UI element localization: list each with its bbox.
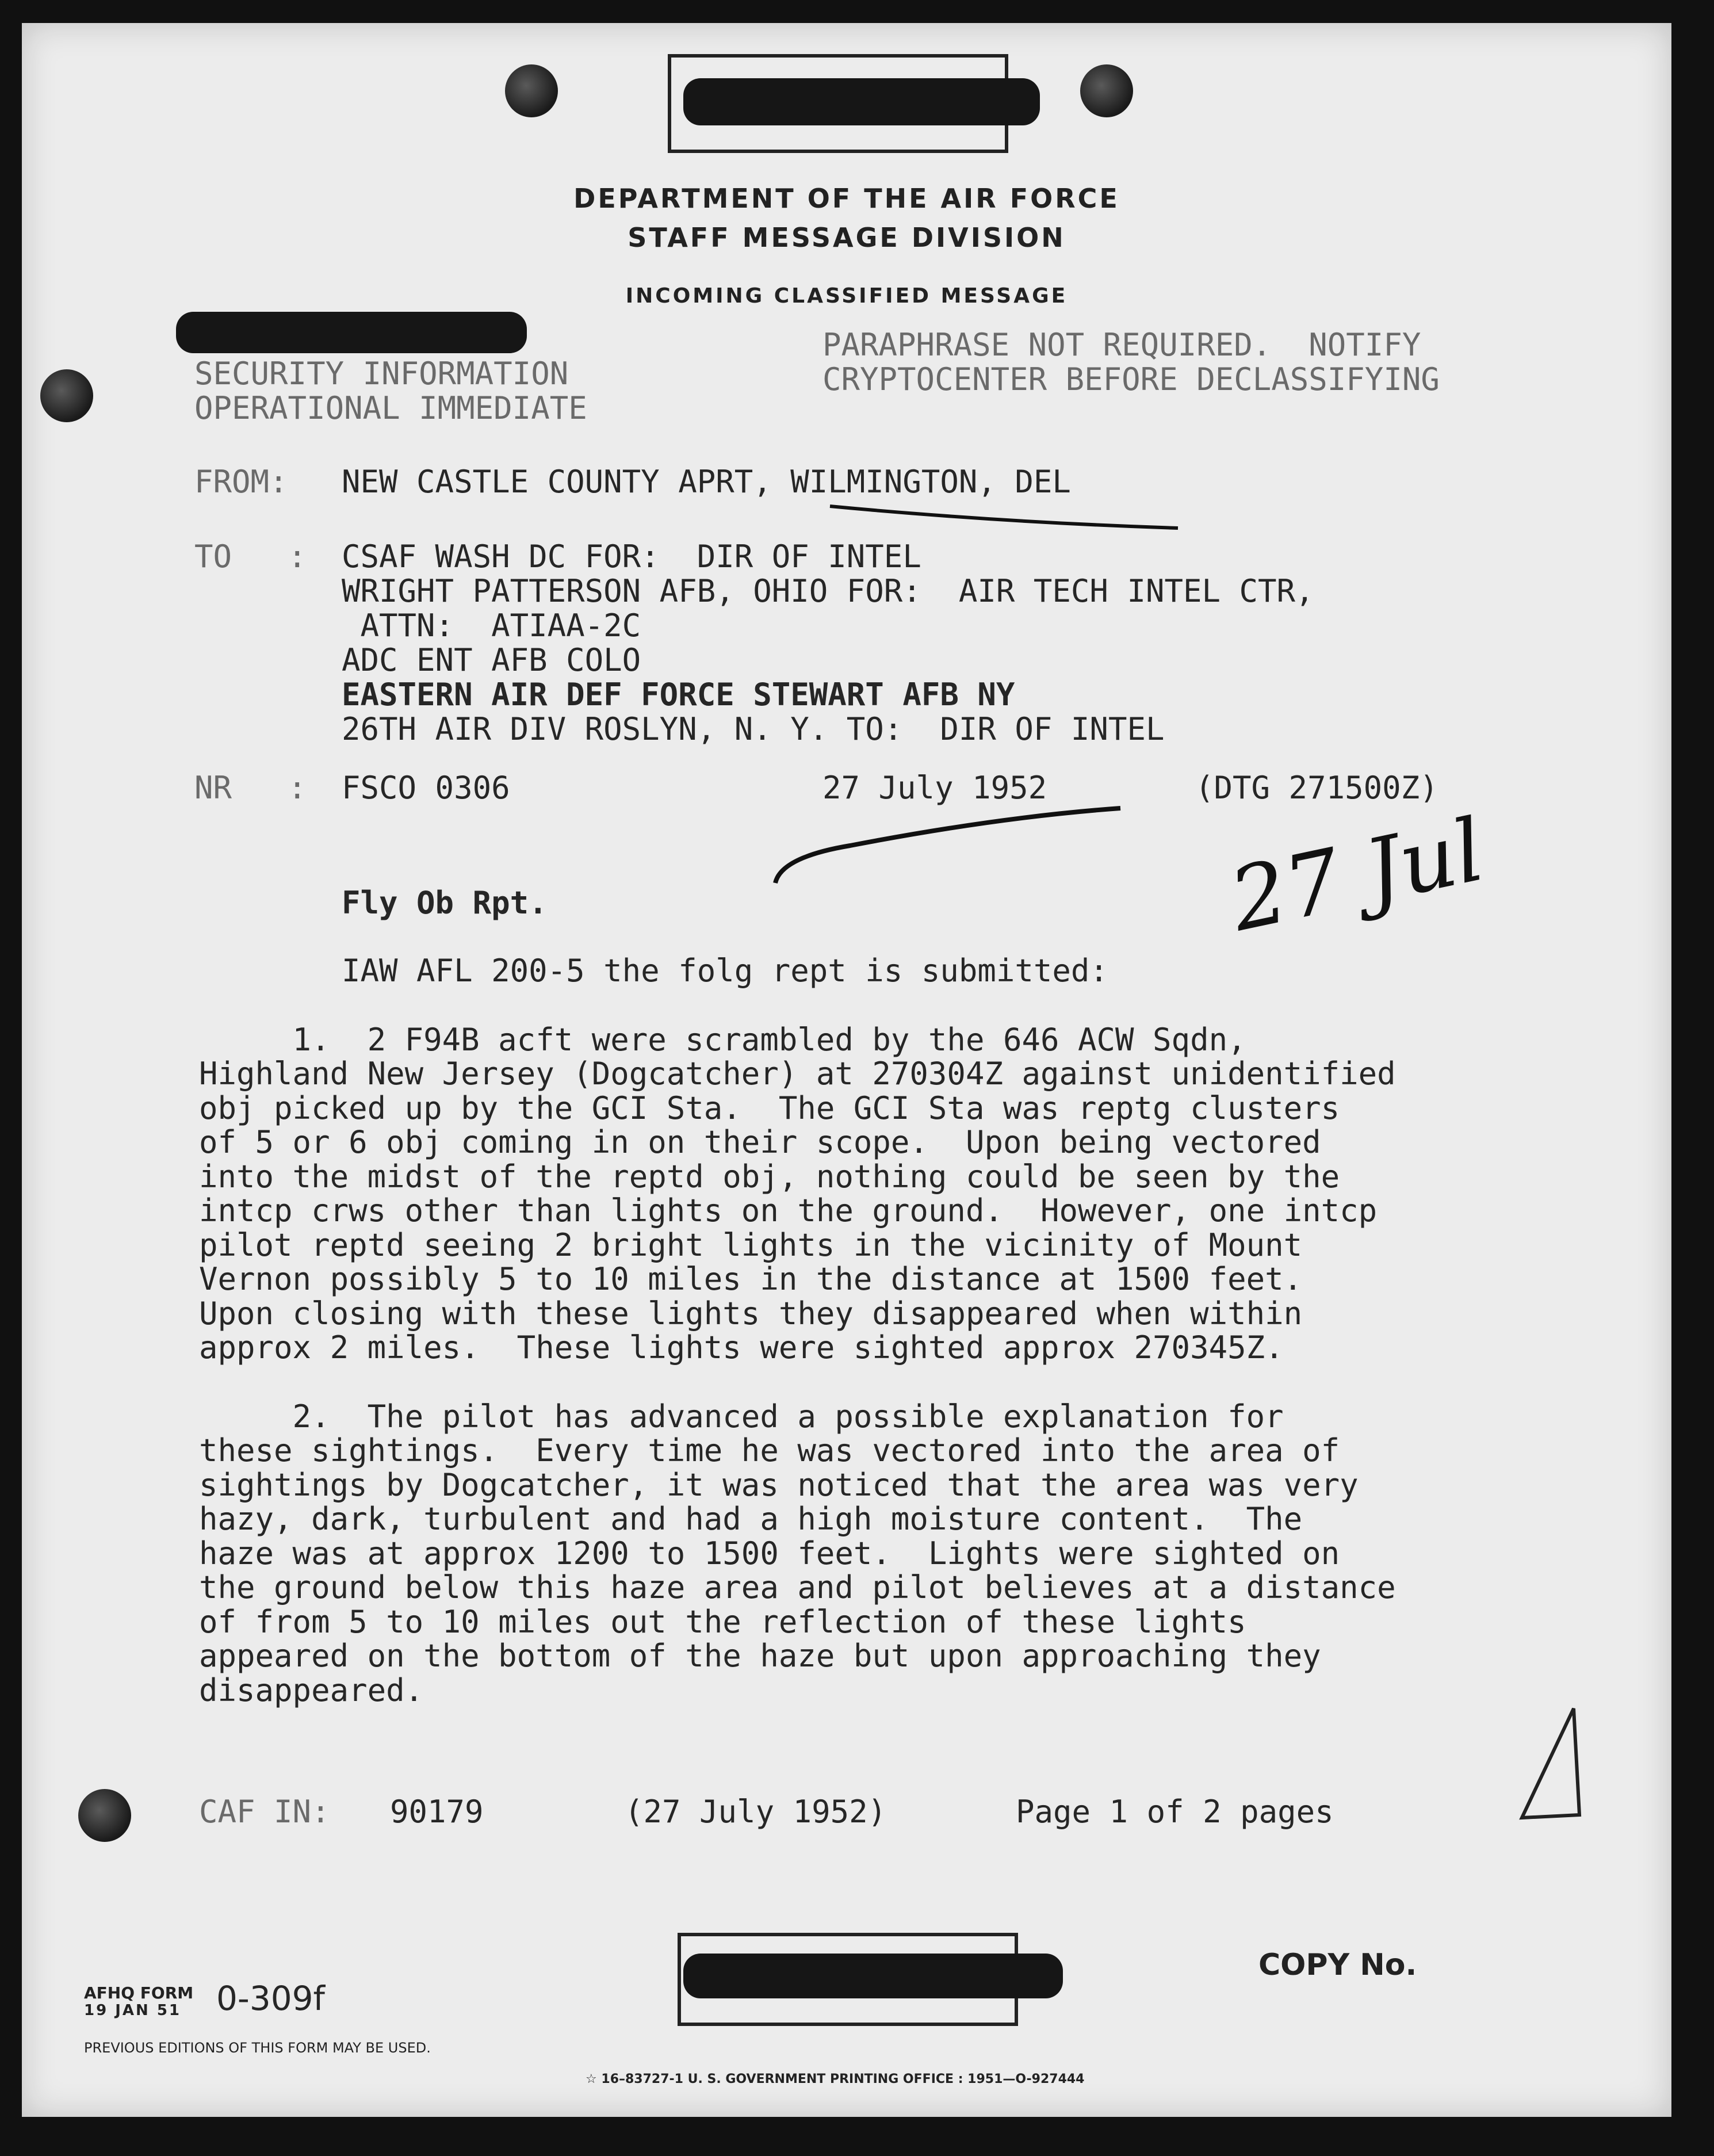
from-value: NEW CASTLE COUNTY APRT, WILMINGTON, DEL [342,464,1071,500]
nr-value: FSCO 0306 [342,770,510,806]
punch-hole [1080,64,1133,117]
punch-hole [40,369,93,422]
to-line: WRIGHT PATTERSON AFB, OHIO FOR: AIR TECH INTEL CTR, [342,573,1314,609]
underline-mark [827,499,1184,534]
message-type: INCOMING CLASSIFIED MESSAGE [625,284,1068,308]
page-info: Page 1 of 2 pages [1016,1794,1334,1830]
subject-line: Fly Ob Rpt. [342,885,548,921]
division-title: STAFF MESSAGE DIVISION [628,222,1066,253]
paragraph-line: the ground below this haze area and pilot believes at a distance [199,1569,1396,1605]
nr-label: NR : [194,770,307,806]
paragraph-line: hazy, dark, turbulent and had a high moisture content. The [199,1501,1303,1537]
cap-in-label: CAF IN: [199,1794,330,1830]
message-date: 27 July 1952 [822,770,1047,806]
paragraph-line: sightings by Dogcatcher, it was noticed that the area was very [199,1467,1359,1503]
printing-office: ☆ 16–83727-1 U. S. GOVERNMENT PRINTING OFFICE : 1951—O-927444 [586,2072,1085,2086]
security-information: SECURITY INFORMATION [194,355,569,392]
paraphrase-notice-line2: CRYPTOCENTER BEFORE DECLASSIFYING [822,361,1440,397]
to-line: ADC ENT AFB COLO [342,642,641,678]
precedence: OPERATIONAL IMMEDIATE [194,390,587,426]
paragraph-line: pilot reptd seeing 2 bright lights in the vicinity of Mount [199,1227,1303,1263]
cap-in-value: 90179 [390,1794,484,1830]
paragraph-line: these sightings. Every time he was vectored into the area of [199,1432,1340,1469]
from-label: FROM: [194,464,288,500]
paragraph-line: obj picked up by the GCI Sta. The GCI Sta was reptg clusters [199,1090,1340,1126]
paragraph-line: 2. The pilot has advanced a possible explanation for [199,1398,1284,1435]
department-title: DEPARTMENT OF THE AIR FORCE [573,183,1120,214]
paragraph-line: haze was at approx 1200 to 1500 feet. Lights were sighted on [199,1535,1340,1572]
form-number: 0-309f [216,1979,325,2018]
paragraph-line: Highland New Jersey (Dogcatcher) at 270304Z against unidentified [199,1056,1396,1092]
previous-editions-note: PREVIOUS EDITIONS OF THIS FORM MAY BE USED. [84,2040,431,2056]
pen-stroke [770,805,1126,892]
paragraph-line: 1. 2 F94B acft were scrambled by the 646 ACW Sqdn, [199,1022,1246,1058]
redaction-bar [683,78,1040,125]
dtg: (DTG 271500Z) [1195,770,1438,806]
paragraph-line: intcp crws other than lights on the ground. However, one intcp [199,1192,1378,1229]
redaction-bar [683,1954,1063,1998]
copy-number: COPY No. [1258,1948,1417,1982]
paragraph-line: of from 5 to 10 miles out the reflection of these lights [199,1604,1246,1640]
to-label: TO : [194,538,307,575]
paragraph-line: Vernon possibly 5 to 10 miles in the distance at 1500 feet. [199,1261,1303,1297]
form-label: AFHQ FORM [84,1983,194,2002]
paragraph-line: into the midst of the reptd obj, nothing could be seen by the [199,1159,1340,1195]
paragraph-line: appeared on the bottom of the haze but upon approaching they [199,1638,1321,1674]
handwritten-date: 27 Jul [1222,800,1493,951]
message-form [22,23,1671,2117]
intro-line: IAW AFL 200-5 the folg rept is submitted: [342,953,1108,989]
form-date: 19 JAN 51 [84,2002,182,2019]
to-line: EASTERN AIR DEF FORCE STEWART AFB NY [342,676,1015,713]
paragraph-line: approx 2 miles. These lights were sighted approx 270345Z. [199,1329,1284,1366]
paraphrase-notice-line1: PARAPHRASE NOT REQUIRED. NOTIFY [822,327,1421,363]
paragraph-line: disappeared. [199,1672,424,1708]
triangle-mark [1510,1703,1597,1829]
to-line: 26TH AIR DIV ROSLYN, N. Y. TO: DIR OF INTEL [342,711,1165,747]
to-line: ATTN: ATIAA-2C [342,607,641,644]
paragraph-line: Upon closing with these lights they disappeared when within [199,1295,1303,1332]
punch-hole [78,1789,131,1842]
punch-hole [505,64,558,117]
to-line: CSAF WASH DC FOR: DIR OF INTEL [342,538,921,575]
redaction-bar [176,312,527,353]
cap-in-date: (27 July 1952) [625,1794,887,1830]
paragraph-line: of 5 or 6 obj coming in on their scope. Upon being vectored [199,1124,1321,1160]
